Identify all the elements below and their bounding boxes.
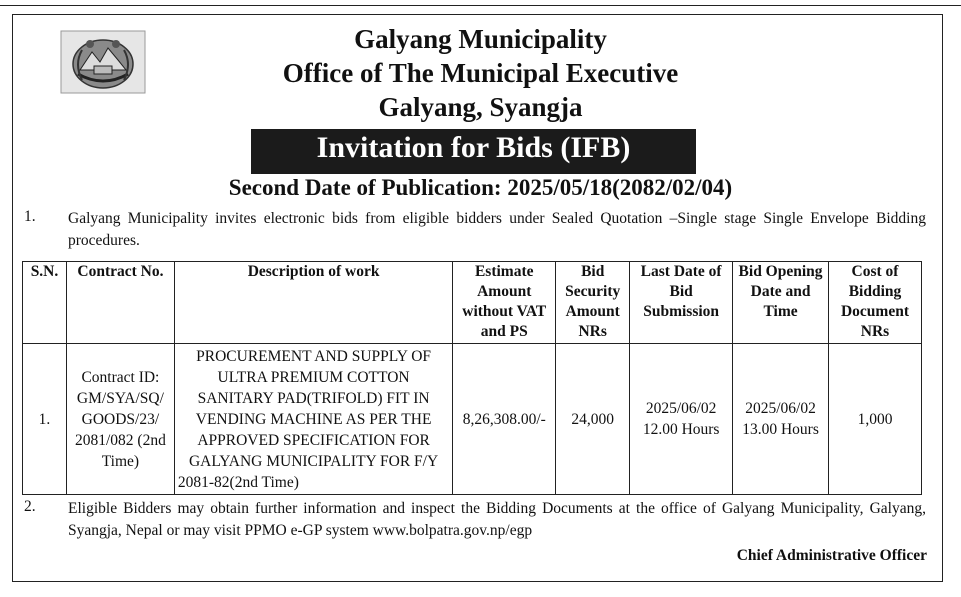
paragraph-number: 2. [24,498,36,515]
office-subtitle: Office of The Municipal Executive [282,58,679,88]
cell-description: PROCUREMENT AND SUPPLY OF ULTRA PREMIUM COTTON SANITARY PAD(TRIFOLD) FIT IN VENDING MACHINE AS PER THE APPROVED SPECIFICATION FOR GALYANG MUNICIPALITY FOR F/Y 2081-82(2nd Time) [174,344,452,495]
opening-date-value: 2025/06/02 [745,400,816,417]
notice-title: Invitation for Bids (IFB) [316,131,631,164]
header-document-cost: Cost of Bidding Document NRs [829,262,922,344]
cell-sn: 1. [23,344,67,495]
table-row [23,344,922,495]
paragraph-invitation: Galyang Municipality invites electronic bids from eligible bidders under Sealed Quotation –Single stage Single Envelope Bidding procedures. [68,210,926,249]
last-date-value: 2025/06/02 [645,400,717,417]
header-contract-no: Contract No. [66,262,174,344]
paragraph-further-info: Eligible Bidders may obtain further information and inspect the Bidding Documents at the office of Galyang Municipality, Galyang, Syangja, Nepal or may visit PPMO e-GP system www.bolpatra.gov.np/egp [68,500,926,539]
opening-date-time: 13.00 Hours [742,421,819,438]
office-location: Galyang, Syangja [378,92,583,122]
header-estimate: Estimate Amount without VAT and PS [453,262,556,344]
cell-document-cost: 1,000 [829,344,922,495]
paragraph-number: 1. [24,208,36,225]
cell-last-date [630,344,733,495]
table-header-row [23,262,922,344]
header-opening-date: Bid Opening Date and Time [733,262,829,344]
cell-estimate: 8,26,308.00/- [453,344,556,495]
signatory-title: Chief Administrative Officer [736,547,927,564]
last-date-time: 12.00 Hours [642,421,720,438]
header-bid-security: Bid Security Amount NRs [556,262,630,344]
cell-contract-no: Contract ID: GM/SYA/SQ/ GOODS/23/ 2081/082 (2nd Time) [66,344,174,495]
header-sn: S.N. [23,262,67,344]
header-description: Description of work [174,262,452,344]
top-rule [0,0,961,6]
office-name: Galyang Municipality [354,24,607,54]
cell-bid-security: 24,000 [556,344,630,495]
header-last-date: Last Date of Bid Submission [630,262,733,344]
cell-opening-date [733,344,829,495]
publication-date: Second Date of Publication: 2025/05/18(2082/02/04) [228,175,733,200]
bid-table [22,261,922,495]
